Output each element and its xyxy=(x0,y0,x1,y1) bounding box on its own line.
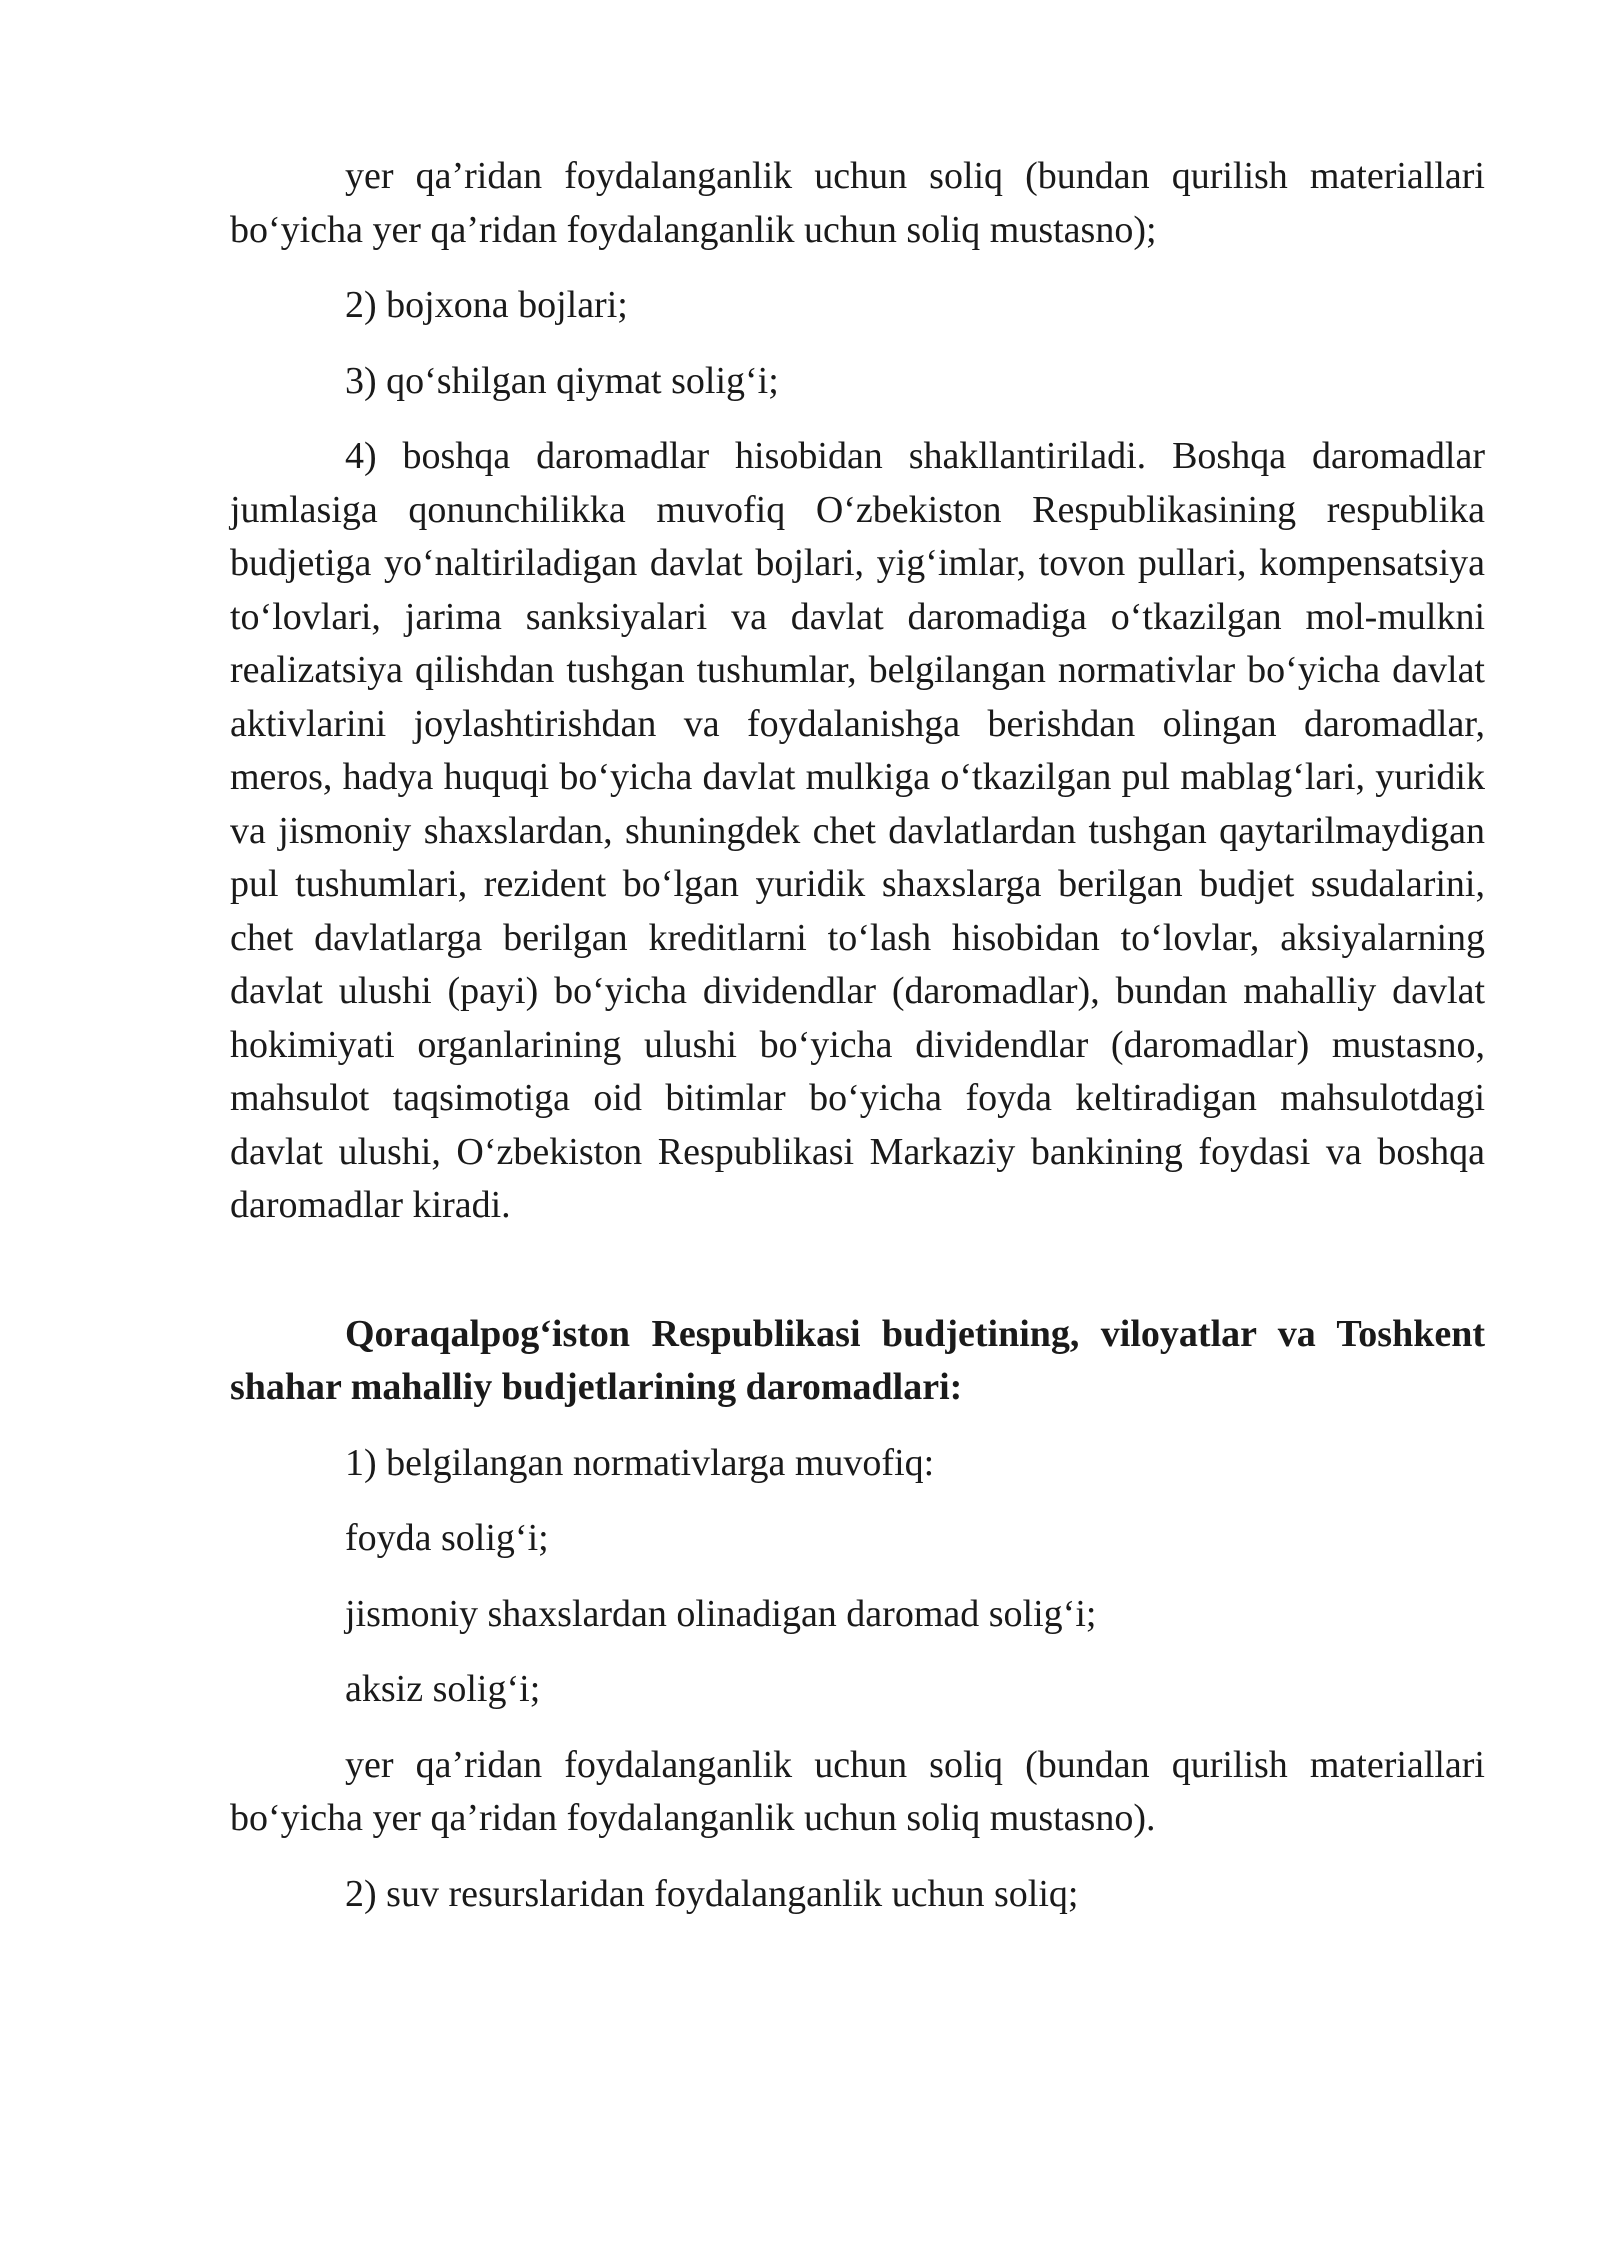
paragraph-vat: 3) qo‘shilgan qiymat solig‘i; xyxy=(345,359,779,402)
section-heading: Qoraqalpog‘iston Respublikasi budjetining, viloyatlar va Toshkent shahar mahalliy budjetlarining daromadlari: xyxy=(230,1312,1485,1408)
list-item: yer qa’ridan foydalanganlik uchun soliq (bundan qurilish materiallari bo‘yicha yer qa’ridan foydalanganlik uchun soliq mustasno). xyxy=(230,1743,1485,1839)
paragraph-other-income: 4) boshqa daromadlar hisobidan shakllantiriladi. Boshqa daromadlar jumlasiga qonunchilikka muvofiq O‘zbekiston Respublikasining respublika budjetiga yo‘naltiriladigan davlat bojlari, yig‘imlar, tovon pullari, kompensatsiya to‘lovlari, jarima sanksiyalari va davlat daromadiga o‘tkazilgan mol-mulkni realizatsiya qilishdan tushgan tushumlar, belgilangan normativlar bo‘yicha davlat aktivlarini joylashtirishdan va foydalanishga berishdan olingan daromadlar, meros, hadya huquqi bo‘yicha davlat mulkiga o‘tkazilgan pul mablag‘lari, yuridik va jismoniy shaxslardan, shuningdek chet davlatlardan tushgan qaytarilmaydigan pul tushumlari, rezident bo‘lgan yuridik shaxslarga berilgan budjet ssudalarini, chet davlatlarga berilgan kreditlarni to‘lash hisobidan to‘lovlar, aksiyalarning davlat ulushi (payi) bo‘yicha dividendlar (daromadlar), bundan mahalliy davlat hokimiyati organlarining ulushi bo‘yicha dividendlar (daromadlar) mustasno, mahsulot taqsimotiga oid bitimlar bo‘yicha foyda keltiradigan mahsulotdagi davlat ulushi, O‘zbekiston Respublikasi Markaziy bankining foydasi va boshqa daromadlar kiradi. xyxy=(230,435,1485,1226)
paragraph-customs-duties: 2) bojxona bojlari; xyxy=(345,284,628,326)
list-item: 2) suv resurslaridan foydalanganlik uchun soliq; xyxy=(345,1872,1079,1915)
document-page xyxy=(230,150,1485,1921)
list-item: aksiz solig‘i; xyxy=(345,1668,541,1710)
list-item: jismoniy shaxslardan olinadigan daromad solig‘i; xyxy=(345,1592,1097,1635)
paragraph-subsoil-tax: yer qa’ridan foydalanganlik uchun soliq (bundan qurilish materiallari bo‘yicha yer qa’ridan foydalanganlik uchun soliq mustasno); xyxy=(230,155,1485,251)
list-item: foyda solig‘i; xyxy=(345,1517,549,1559)
list-item: 1) belgilangan normativlarga muvofiq: xyxy=(345,1441,935,1484)
